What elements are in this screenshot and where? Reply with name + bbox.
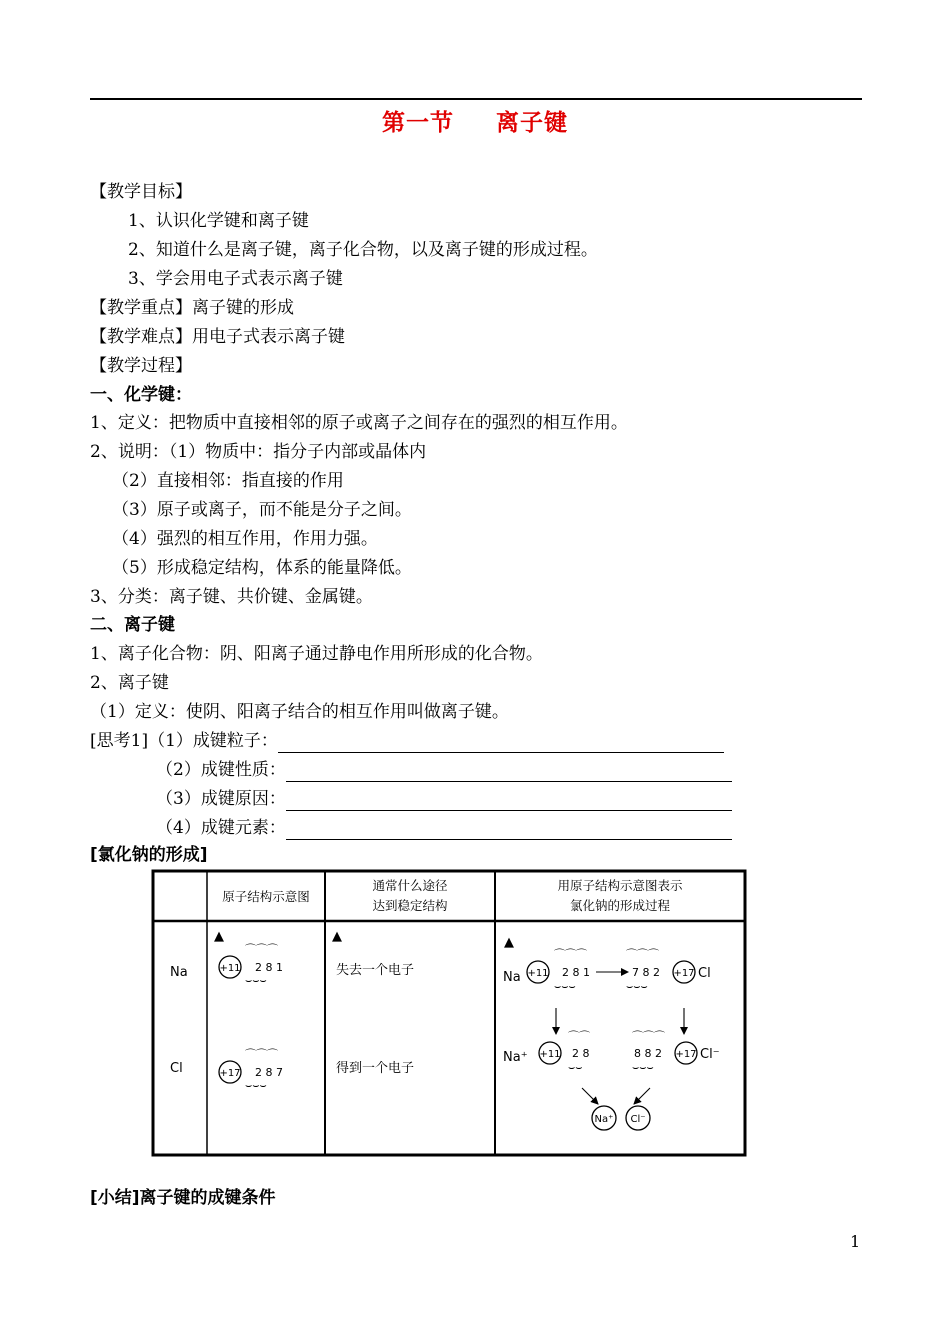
ionic-compound-definition: 1、离子化合物：阴、阳离子通过静电作用所形成的化合物。 [90, 644, 543, 664]
product-na-ion: Na⁺ [594, 1114, 614, 1125]
cl-ion-diagram [632, 1030, 697, 1074]
na-element-label: Na [170, 965, 188, 980]
combine-arrow [634, 1088, 650, 1104]
svg-text:⌒⌒⌒: ⌒⌒⌒ [626, 948, 659, 961]
think-label: （4）成键元素： [156, 818, 286, 838]
svg-text:⌣⌣⌣: ⌣⌣⌣ [245, 974, 267, 987]
explanation-note: （5）形成稳定结构，体系的能量降低。 [112, 558, 412, 578]
svg-text:+11: +11 [527, 968, 549, 979]
na-ion-diagram [539, 1030, 590, 1074]
think-label: （1）成键粒子： [148, 731, 278, 751]
svg-text:2 8 1: 2 8 1 [562, 966, 590, 979]
col3-header: 用原子结构示意图表示 [557, 878, 683, 893]
difficult-point: 【教学难点】用电子式表示离子键 [90, 327, 345, 347]
svg-text:⌒⌒⌒: ⌒⌒⌒ [554, 948, 587, 961]
svg-text:7 8 2: 7 8 2 [632, 966, 660, 979]
gain-electron-text: 得到一个电子 [336, 1061, 415, 1076]
marker-triangle: ▲ [332, 929, 342, 944]
na-element-label: Na [503, 970, 521, 985]
page-number: 1 [850, 1232, 861, 1251]
svg-text:⌒⌒⌒: ⌒⌒⌒ [245, 943, 278, 956]
think-prefix: [思考1] [90, 731, 149, 751]
na-ion-label: Na⁺ [503, 1050, 528, 1065]
figure-heading: [氯化钠的形成] [90, 845, 208, 865]
cl-element-label: Cl [170, 1061, 183, 1076]
electron-shells: 8 8 2 [634, 1047, 662, 1060]
objectives-heading: 【教学目标】 [90, 182, 192, 202]
svg-text:⌣⌣⌣: ⌣⌣⌣ [554, 980, 576, 993]
explanation-note: （4）强烈的相互作用，作用力强。 [112, 529, 378, 549]
marker-triangle: ▲ [214, 929, 224, 944]
process-heading: 【教学过程】 [90, 356, 192, 376]
header-rule [90, 98, 862, 100]
think-question [156, 816, 732, 840]
ionic-bond-subheading: 2、离子键 [90, 673, 169, 693]
svg-text:⌒⌒⌒: ⌒⌒⌒ [245, 1048, 278, 1061]
objective-item: 3、学会用电子式表示离子键 [128, 269, 343, 289]
col1-header: 原子结构示意图 [222, 889, 310, 904]
think-label: （3）成键原因： [156, 789, 286, 809]
key-point: 【教学重点】离子键的形成 [90, 298, 294, 318]
na-atom-diagram [219, 943, 283, 987]
explanation-note: （2）直接相邻：指直接的作用 [112, 471, 344, 491]
cl-atom-diagram [219, 1048, 283, 1092]
nucleus-charge: +11 [219, 963, 241, 974]
svg-text:+17: +17 [675, 1049, 697, 1060]
svg-text:⌒⌒⌒: ⌒⌒⌒ [632, 1030, 665, 1043]
answer-blank[interactable] [278, 734, 724, 753]
svg-text:⌣⌣⌣: ⌣⌣⌣ [626, 980, 648, 993]
think-label: （2）成键性质： [156, 760, 286, 780]
think-question [90, 729, 724, 753]
cl-atom-diagram [626, 948, 695, 993]
combine-arrow [582, 1088, 598, 1104]
nacl-product [592, 1106, 650, 1130]
think-question [156, 758, 732, 782]
electron-shells: 2 8 1 [255, 961, 283, 974]
svg-text:+17: +17 [673, 968, 695, 979]
chem-bond-explanation: 2、说明：（1）物质中：指分子内部或晶体内 [90, 442, 427, 462]
svg-text:⌣⌣⌣: ⌣⌣⌣ [632, 1061, 654, 1074]
svg-text:⌒⌒: ⌒⌒ [568, 1030, 590, 1043]
ionic-bond-definition: （1）定义：使阴、阳离子结合的相互作用叫做离子键。 [90, 702, 509, 722]
chem-bond-definition: 1、定义：把物质中直接相邻的原子或离子之间存在的强烈的相互作用。 [90, 413, 628, 433]
title-section: 第一节 [382, 110, 454, 136]
nucleus-charge: +17 [219, 1068, 241, 1079]
electron-shells: 2 8 [572, 1047, 590, 1060]
col3-header: 氯化钠的形成过程 [569, 898, 671, 913]
lose-electron-text: 失去一个电子 [336, 963, 415, 978]
explanation-note: （3）原子或离子，而不能是分子之间。 [112, 500, 412, 520]
chem-bond-classification: 3、分类：离子键、共价键、金属键。 [90, 587, 373, 607]
title-topic: 离子键 [496, 110, 568, 136]
cl-element-label: Cl [698, 966, 711, 981]
page-title [0, 104, 950, 137]
na-atom-diagram [527, 948, 590, 993]
objective-item: 2、知道什么是离子键，离子化合物，以及离子键的形成过程。 [128, 240, 598, 260]
col2-header: 通常什么途径 [372, 878, 448, 893]
svg-text:+11: +11 [539, 1049, 561, 1060]
answer-blank[interactable] [286, 763, 732, 782]
think-question [156, 787, 732, 811]
objective-item: 1、认识化学键和离子键 [128, 211, 309, 231]
section2-heading: 二、离子键 [90, 615, 175, 635]
svg-text:⌣⌣⌣: ⌣⌣⌣ [245, 1079, 267, 1092]
answer-blank[interactable] [286, 821, 732, 840]
marker-triangle: ▲ [504, 935, 514, 950]
section1-heading: 一、化学键： [90, 385, 192, 405]
answer-blank[interactable] [286, 792, 732, 811]
col2-header: 达到稳定结构 [372, 898, 448, 913]
product-cl-ion: Cl⁻ [630, 1114, 646, 1125]
nacl-formation-figure [150, 868, 748, 1160]
summary-heading: [小结]离子键的成键条件 [90, 1188, 276, 1208]
electron-shells: 2 8 7 [255, 1066, 283, 1079]
svg-text:⌣⌣: ⌣⌣ [568, 1061, 583, 1074]
table-grid [153, 871, 745, 1155]
cl-ion-label: Cl⁻ [700, 1047, 720, 1062]
